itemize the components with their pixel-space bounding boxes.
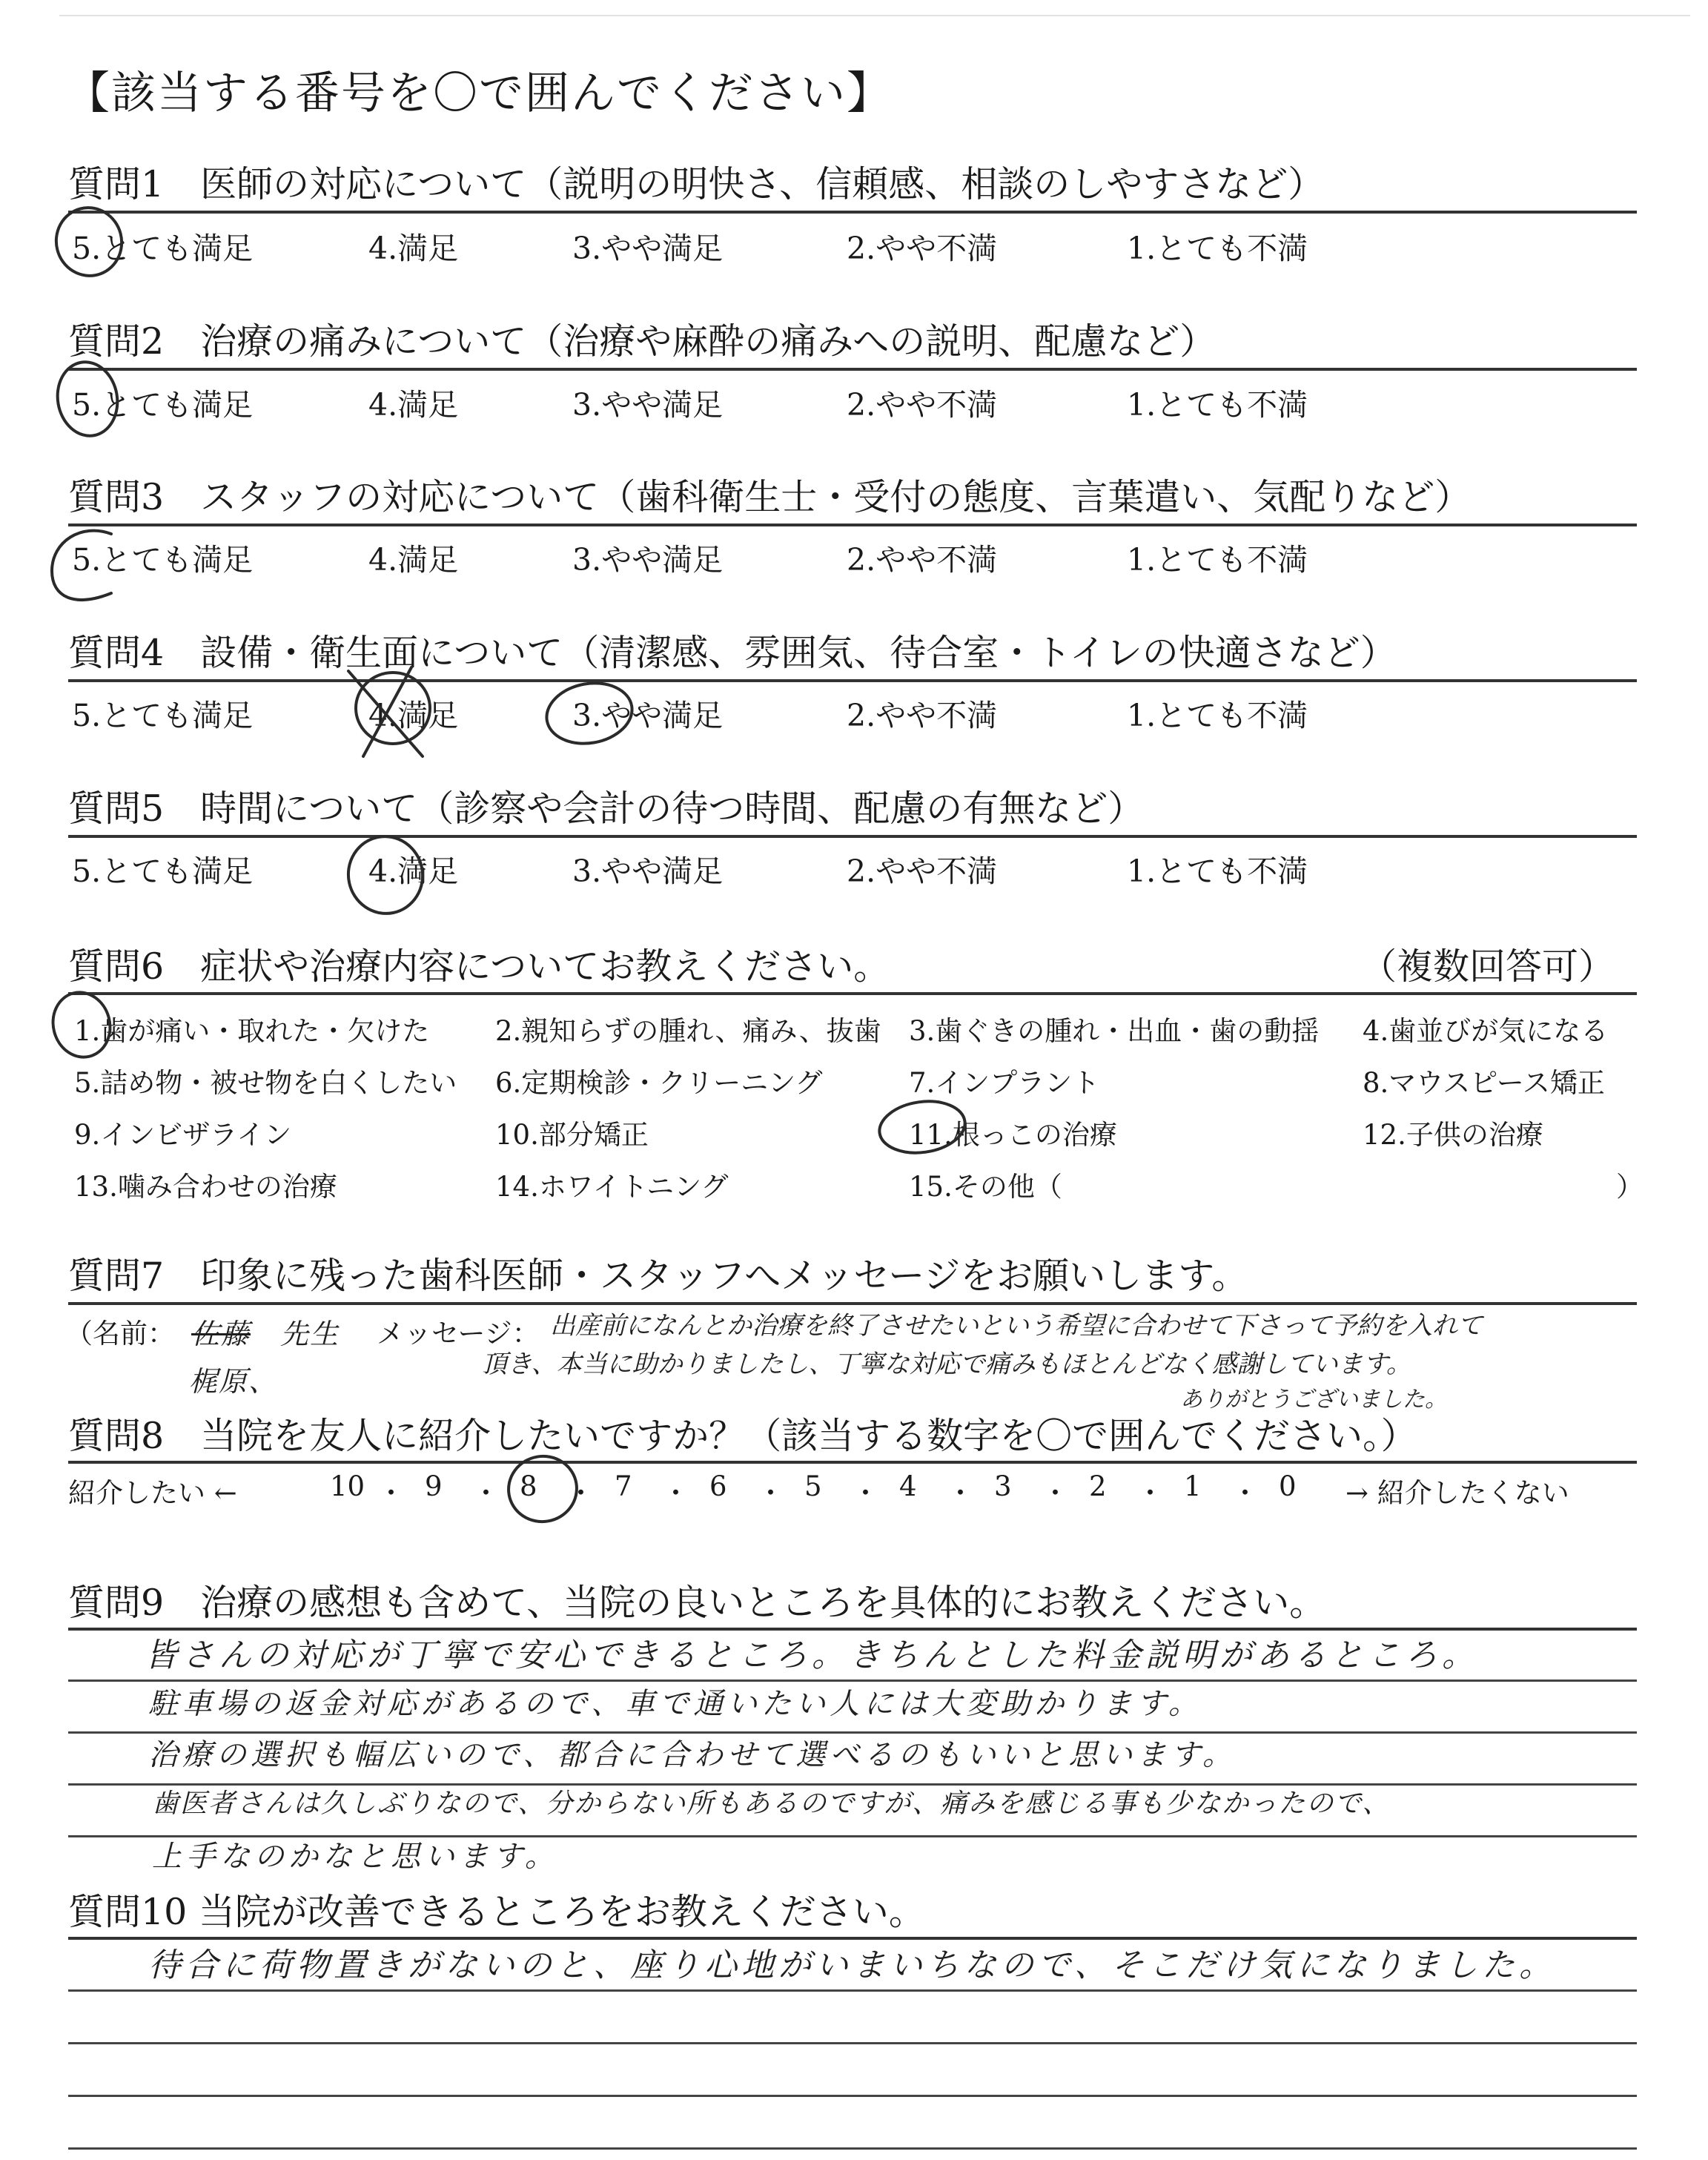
q4-option-4[interactable]: 4.満足 [368, 698, 459, 733]
q5-option-3[interactable]: 3.やや満足 [572, 853, 724, 889]
q2-option-5[interactable]: 5.とても満足 [72, 387, 254, 423]
q8-scale-dot: ・ [1231, 1477, 1259, 1509]
q8-scale-9[interactable]: 9 [425, 1470, 443, 1502]
q5-option-2[interactable]: 2.やや不満 [847, 853, 998, 889]
q4-option-1[interactable]: 1.とても不満 [1127, 698, 1308, 733]
q6-option-11[interactable]: 11.根っこの治療 [909, 1119, 1117, 1151]
q8-scale-dot: ・ [472, 1477, 500, 1509]
q7-message-label: メッセージ： [377, 1318, 540, 1350]
q1-title: 質問1 医師の対応について（説明の明快さ、信頼感、相談のしやすさなど） [68, 163, 1325, 205]
q6-option-12[interactable]: 12.子供の治療 [1363, 1119, 1543, 1151]
q6-note: （複数回答可） [1360, 945, 1615, 988]
q8-scale-0[interactable]: 0 [1279, 1470, 1297, 1502]
q5-title: 質問5 時間について（診察や会計の待つ時間、配慮の有無など） [68, 787, 1145, 830]
q6-option-2[interactable]: 2.親知らずの腫れ、痛み、抜歯 [495, 1015, 881, 1047]
q2-option-4[interactable]: 4.満足 [368, 387, 459, 423]
q2-option-3[interactable]: 3.やや満足 [572, 387, 724, 423]
q2-title: 質問2 治療の痛みについて（治療や麻酔の痛みへの説明、配慮など） [68, 320, 1217, 363]
q8-left-label: 紹介したい ← [68, 1477, 237, 1509]
q8-scale-dot: ・ [662, 1477, 689, 1509]
q6-option-6[interactable]: 6.定期検診・クリーニング [495, 1067, 823, 1099]
q7-message-line2[interactable]: 頂き、本当に助かりましたし、丁寧な対応で痛みもほとんどなく感謝しています。 [482, 1350, 1411, 1379]
q7-name-suffix: 先生 [280, 1318, 340, 1350]
q5-option-4[interactable]: 4.満足 [368, 853, 459, 889]
q6-option-5[interactable]: 5.詰め物・被せ物を白くしたい [74, 1067, 457, 1099]
q6-option-14[interactable]: 14.ホワイトニング [495, 1171, 729, 1203]
q3-option-1[interactable]: 1.とても不満 [1127, 542, 1308, 578]
q6-option-15-close: ） [1616, 1171, 1644, 1203]
q6-option-4[interactable]: 4.歯並びが気になる [1363, 1015, 1609, 1047]
page-top-edge [59, 15, 1690, 16]
q10-title: 質問10 当院が改善できるところをお教えください。 [68, 1891, 925, 1933]
q8-right-label: → 紹介したくない [1345, 1477, 1569, 1509]
q10-line-2 [68, 1989, 1637, 1992]
q9-answer-line-4[interactable]: 歯医者さんは久しぶりなので、分からない所もあるのですが、痛みを感じる事も少なかったので、 [152, 1789, 1391, 1819]
q3-option-3[interactable]: 3.やや満足 [572, 542, 724, 578]
q9-answer-line-1[interactable]: 皆さんの対応が丁寧で安心できるところ。きちんとした料金説明があるところ。 [145, 1636, 1479, 1674]
q1-option-1[interactable]: 1.とても不満 [1127, 231, 1308, 266]
q9-title: 質問9 治療の感想も含めて、当院の良いところを具体的にお教えください。 [68, 1582, 1326, 1624]
q5-option-5[interactable]: 5.とても満足 [72, 853, 254, 889]
q6-option-9[interactable]: 9.インビザライン [74, 1119, 292, 1151]
q7-name-label: （名前： [65, 1318, 175, 1350]
q3-rule [68, 524, 1637, 526]
q6-option-10[interactable]: 10.部分矯正 [495, 1119, 649, 1151]
q6-title: 質問6 症状や治療内容についてお教えください。 [68, 945, 890, 988]
q1-option-2[interactable]: 2.やや不満 [847, 231, 998, 266]
q3-title: 質問3 スタッフの対応について（歯科衛生士・受付の態度、言葉遣い、気配りなど） [68, 476, 1472, 518]
q1-option-3[interactable]: 3.やや満足 [572, 231, 724, 266]
q8-scale-dot: ・ [947, 1477, 974, 1509]
page-title: 【該当する番号を〇で囲んでください】 [65, 67, 893, 119]
q3-option-5[interactable]: 5.とても満足 [72, 542, 254, 578]
q8-scale-dot: ・ [567, 1477, 595, 1509]
q7-name-value[interactable]: 梶原、 [189, 1365, 279, 1398]
q1-option-5[interactable]: 5.とても満足 [72, 231, 254, 266]
q8-scale-6[interactable]: 6 [709, 1470, 727, 1502]
q4-rule [68, 679, 1637, 682]
q4-option-3[interactable]: 3.やや満足 [572, 698, 724, 733]
q8-scale-5[interactable]: 5 [804, 1470, 822, 1502]
q6-option-1[interactable]: 1.歯が痛い・取れた・欠けた [74, 1015, 430, 1047]
q8-title: 質問8 当院を友人に紹介したいですか？（該当する数字を〇で囲んでください。） [68, 1415, 1417, 1457]
q7-name-crossed: 佐藤 [191, 1318, 251, 1350]
q6-option-7[interactable]: 7.インプラント [909, 1067, 1100, 1099]
q10-line-4 [68, 2095, 1637, 2097]
q2-option-1[interactable]: 1.とても不満 [1127, 387, 1308, 423]
q5-option-1[interactable]: 1.とても不満 [1127, 853, 1308, 889]
q9-answer-line-2[interactable]: 駐車場の返金対応があるので、車で通いたい人には大変助かります。 [148, 1687, 1202, 1721]
q8-scale-4[interactable]: 4 [899, 1470, 917, 1502]
q7-message-line1[interactable]: 出産前になんとか治療を終了させたいという希望に合わせて下さって予約を入れて [550, 1311, 1483, 1341]
q6-option-13[interactable]: 13.噛み合わせの治療 [74, 1171, 337, 1203]
q8-scale-dot: ・ [1042, 1477, 1069, 1509]
q7-title: 質問7 印象に残った歯科医師・スタッフへメッセージをお願いします。 [68, 1255, 1248, 1297]
q4-option-5[interactable]: 5.とても満足 [72, 698, 254, 733]
q1-option-4[interactable]: 4.満足 [368, 231, 459, 266]
q10-line-3 [68, 2042, 1637, 2044]
q5-rule [68, 835, 1637, 838]
q1-rule [68, 211, 1637, 214]
q8-scale-dot: ・ [1136, 1477, 1164, 1509]
q10-answer-line-1[interactable]: 待合に荷物置きがないのと、座り心地がいまいちなので、そこだけ気になりました。 [148, 1946, 1557, 1984]
q6-option-15[interactable]: 15.その他（ [909, 1171, 1062, 1203]
q10-line-5 [68, 2147, 1637, 2150]
q8-scale-7[interactable]: 7 [615, 1470, 632, 1502]
q4-title: 質問4 設備・衛生面について（清潔感、雰囲気、待合室・トイレの快適さなど） [68, 632, 1397, 674]
q8-scale-10[interactable]: 10 [330, 1470, 365, 1502]
q8-scale-dot: ・ [377, 1477, 405, 1509]
q9-answer-line-5[interactable]: 上手なのかなと思います。 [152, 1840, 559, 1874]
q3-option-2[interactable]: 2.やや不満 [847, 542, 998, 578]
q4-option-2[interactable]: 2.やや不満 [847, 698, 998, 733]
q6-option-8[interactable]: 8.マウスピース矯正 [1363, 1067, 1605, 1099]
q8-rule [68, 1461, 1637, 1464]
q7-message-line3[interactable]: ありがとうございました。 [1180, 1387, 1447, 1413]
q8-scale-8[interactable]: 8 [520, 1470, 537, 1502]
q3-option-4[interactable]: 4.満足 [368, 542, 459, 578]
q6-option-3[interactable]: 3.歯ぐきの腫れ・出血・歯の動揺 [909, 1015, 1320, 1047]
q8-scale-3[interactable]: 3 [994, 1470, 1012, 1502]
q9-answer-line-3[interactable]: 治療の選択も幅広いので、都合に合わせて選べるのもいいと思います。 [148, 1738, 1237, 1772]
q8-scale-dot: ・ [852, 1477, 879, 1509]
q8-scale-dot: ・ [757, 1477, 784, 1509]
q8-scale-1[interactable]: 1 [1184, 1470, 1202, 1502]
q6-rule [68, 992, 1637, 995]
q2-option-2[interactable]: 2.やや不満 [847, 387, 998, 423]
q2-rule [68, 368, 1637, 371]
q8-scale-2[interactable]: 2 [1089, 1470, 1107, 1502]
